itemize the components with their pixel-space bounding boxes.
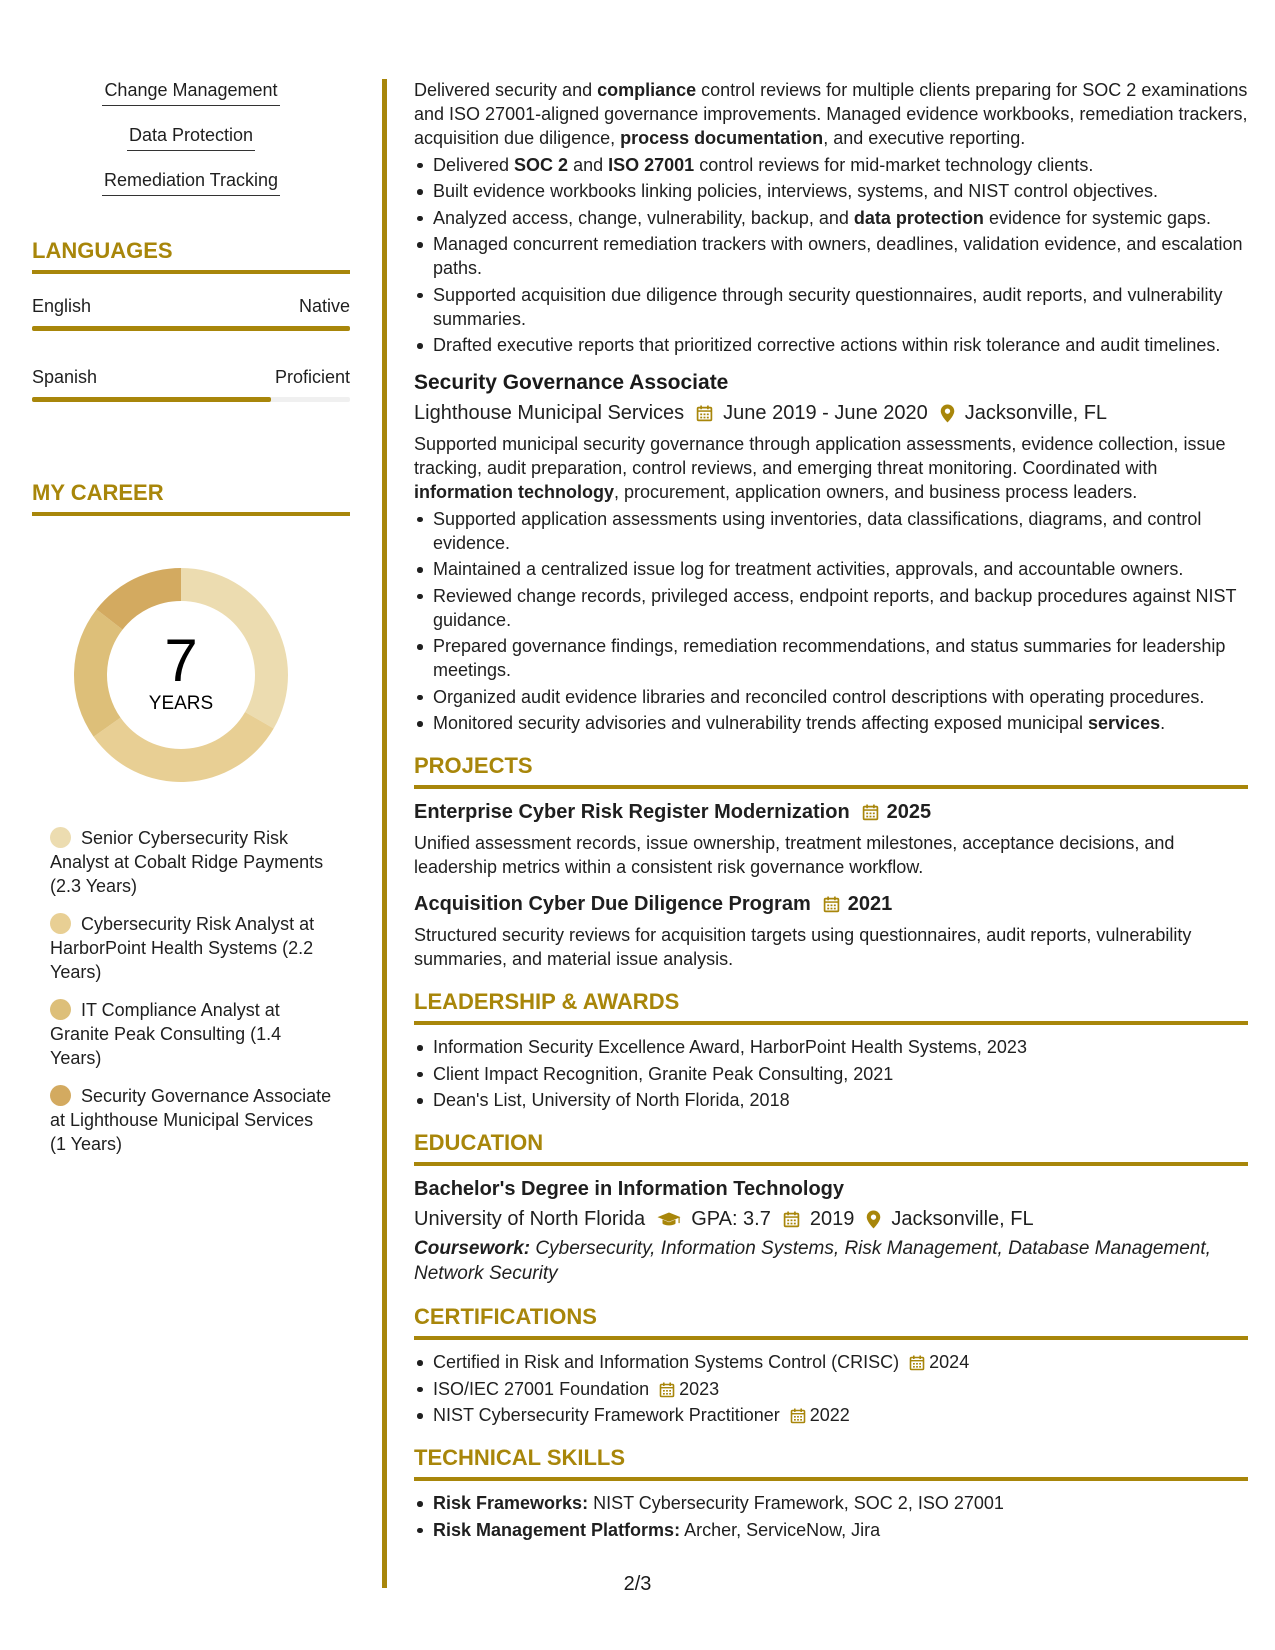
certifications-list <box>414 1350 1248 1427</box>
career-total: 7 <box>164 627 198 694</box>
coursework-label: Coursework: <box>414 1238 531 1259</box>
degree-title: Bachelor's Degree in Information Technology <box>414 1178 845 1200</box>
bullet-item: Maintained a centralized issue log for treatment activities, approvals, and accountable owners. <box>414 557 1248 581</box>
awards-heading: LEADERSHIP & AWARDS <box>414 989 1248 1025</box>
project-desc: Unified assessment records, issue ownership, treatment milestones, acceptance decisions, and leadership metrics within a consistent risk governance workflow. <box>414 833 1175 877</box>
job-dates: June 2019 - June 2020 <box>723 402 928 424</box>
career-heading: MY CAREER <box>32 480 350 516</box>
language-level: Native <box>298 296 350 316</box>
skill-chip <box>32 123 350 151</box>
language-bar <box>32 397 350 402</box>
career-section <box>32 480 350 1156</box>
bullet-item: Analyzed access, change, vulnerability, backup, and data protection evidence for systemic gaps. <box>414 206 1248 230</box>
skill-item: Risk Management Platforms: Archer, ServiceNow, Jira <box>414 1518 1248 1542</box>
legend-dot <box>50 827 71 848</box>
skill-chip-label: Data Protection <box>127 123 255 151</box>
language-item <box>32 294 350 331</box>
skills-heading: TECHNICAL SKILLS <box>414 1445 1248 1481</box>
skill-item: Risk Frameworks: NIST Cybersecurity Framework, SOC 2, ISO 27001 <box>414 1491 1248 1515</box>
skill-chip <box>32 78 350 106</box>
prev-job-bullets <box>414 153 1248 358</box>
language-item <box>32 365 350 402</box>
job-meta <box>414 400 1248 426</box>
project-title-row <box>414 799 1248 825</box>
job-location: Jacksonville, FL <box>964 402 1108 424</box>
skill-chips <box>32 78 350 196</box>
legend-dot <box>50 913 71 934</box>
language-bar <box>32 326 350 331</box>
skill-chip <box>32 168 350 196</box>
bullet-item: Delivered SOC 2 and ISO 27001 control reviews for mid-market technology clients. <box>414 153 1248 177</box>
award-item: Client Impact Recognition, Granite Peak Consulting, 2021 <box>414 1062 1248 1086</box>
legend-dot <box>50 1085 71 1106</box>
calendar-icon <box>862 804 879 821</box>
certification-item: Certified in Risk and Information Systems Control (CRISC) 2024 <box>414 1350 1248 1374</box>
career-legend-item: IT Compliance Analyst at Granite Peak Consulting (1.4 Years) <box>50 1000 282 1068</box>
project-title-row <box>414 891 1248 917</box>
coursework <box>414 1236 1248 1286</box>
skill-chip-label: Change Management <box>102 78 279 106</box>
career-legend-item: Cybersecurity Risk Analyst at HarborPoint Health Systems (2.2 Years) <box>50 914 315 982</box>
job-title: Security Governance Associate <box>414 371 729 394</box>
school-name: University of North Florida <box>414 1208 646 1230</box>
skills-list <box>414 1491 1248 1542</box>
job-summary: Supported municipal security governance through application assessments, evidence collection, issue tracking, audit preparation, control reviews, and emerging threat monitoring. Coordinated with information technology, procurement, application owners, and business process leaders. <box>414 434 1226 502</box>
language-level: Proficient <box>274 367 350 387</box>
projects-list <box>414 799 1248 971</box>
sidebar <box>32 78 350 1170</box>
legend-dot <box>50 999 71 1020</box>
skill-chip-label: Remediation Tracking <box>102 168 280 196</box>
coursework-list: Cybersecurity, Information Systems, Risk Management, Database Management, Network Security <box>414 1238 1211 1284</box>
career-unit: YEARS <box>148 693 214 714</box>
certification-item: ISO/IEC 27001 Foundation 2023 <box>414 1377 1248 1401</box>
education-location: Jacksonville, FL <box>891 1208 1034 1230</box>
calendar-icon <box>909 1355 925 1371</box>
location-pin-icon <box>940 404 955 423</box>
projects-heading: PROJECTS <box>414 753 1248 789</box>
award-item: Dean's List, University of North Florida, 2018 <box>414 1088 1248 1112</box>
bullet-item: Reviewed change records, privileged access, endpoint reports, and backup procedures against NIST guidance. <box>414 584 1248 632</box>
graduation-cap-icon <box>657 1211 681 1228</box>
bullet-item: Prepared governance findings, remediation recommendations, and status summaries for leadership meetings. <box>414 634 1248 682</box>
job-bullets <box>414 507 1248 736</box>
certification-item: NIST Cybersecurity Framework Practitioner 2022 <box>414 1403 1248 1427</box>
project-title: Enterprise Cyber Risk Register Modernization <box>414 801 850 823</box>
location-pin-icon <box>866 1210 881 1229</box>
bullet-item: Organized audit evidence libraries and reconciled control descriptions with operating procedures. <box>414 685 1248 709</box>
graduation-year: 2019 <box>809 1208 855 1230</box>
column-divider <box>382 79 387 1588</box>
language-name: Spanish <box>32 367 98 387</box>
bullet-item: Monitored security advisories and vulnerability trends affecting exposed municipal services. <box>414 711 1248 735</box>
bullet-item: Supported application assessments using inventories, data classifications, diagrams, and control evidence. <box>414 507 1248 555</box>
project-desc: Structured security reviews for acquisition targets using questionnaires, audit reports, vulnerability summaries, and material issue analysis. <box>414 925 1192 969</box>
education-meta <box>414 1206 1248 1232</box>
awards-list <box>414 1035 1248 1112</box>
bullet-item: Built evidence workbooks linking policies, interviews, systems, and NIST control objectives. <box>414 179 1248 203</box>
language-name: English <box>32 296 92 316</box>
language-bar-fill <box>32 326 350 331</box>
project-title: Acquisition Cyber Due Diligence Program <box>414 893 811 915</box>
career-legend-item: Senior Cybersecurity Risk Analyst at Cobalt Ridge Payments (2.3 Years) <box>50 828 324 896</box>
certifications-heading: CERTIFICATIONS <box>414 1304 1248 1340</box>
project-year: 2021 <box>847 893 893 915</box>
gpa: GPA: 3.7 <box>691 1208 771 1230</box>
calendar-icon <box>790 1408 806 1424</box>
career-legend-item: Security Governance Associate at Lighthouse Municipal Services (1 Years) <box>50 1086 332 1154</box>
calendar-icon <box>696 405 713 422</box>
project-year: 2025 <box>886 801 932 823</box>
career-donut <box>66 560 296 790</box>
calendar-icon <box>783 1211 800 1228</box>
bullet-item: Supported acquisition due diligence through security questionnaires, audit reports, and vulnerability summaries. <box>414 283 1248 331</box>
job-company: Lighthouse Municipal Services <box>414 402 685 424</box>
prev-job-summary: Delivered security and compliance control reviews for multiple clients preparing for SOC 2 examinations and ISO 27001-aligned governance improvements. Managed evidence workbooks, remediation trackers, acquisition due diligence, process documentation, and executive reporting. <box>414 80 1248 148</box>
donut-segment <box>94 712 274 782</box>
calendar-icon <box>659 1382 675 1398</box>
calendar-icon <box>823 896 840 913</box>
language-bar-fill <box>32 397 271 402</box>
award-item: Information Security Excellence Award, HarborPoint Health Systems, 2023 <box>414 1035 1248 1059</box>
page-number: 2/3 <box>623 1573 652 1595</box>
languages-section <box>32 238 350 402</box>
education-heading: EDUCATION <box>414 1130 1248 1166</box>
bullet-item: Drafted executive reports that prioritized corrective actions within risk tolerance and audit timelines. <box>414 333 1248 357</box>
languages-heading: LANGUAGES <box>32 238 350 274</box>
career-legend <box>32 826 332 1156</box>
main-content <box>414 78 1248 1542</box>
bullet-item: Managed concurrent remediation trackers with owners, deadlines, validation evidence, and escalation paths. <box>414 232 1248 280</box>
